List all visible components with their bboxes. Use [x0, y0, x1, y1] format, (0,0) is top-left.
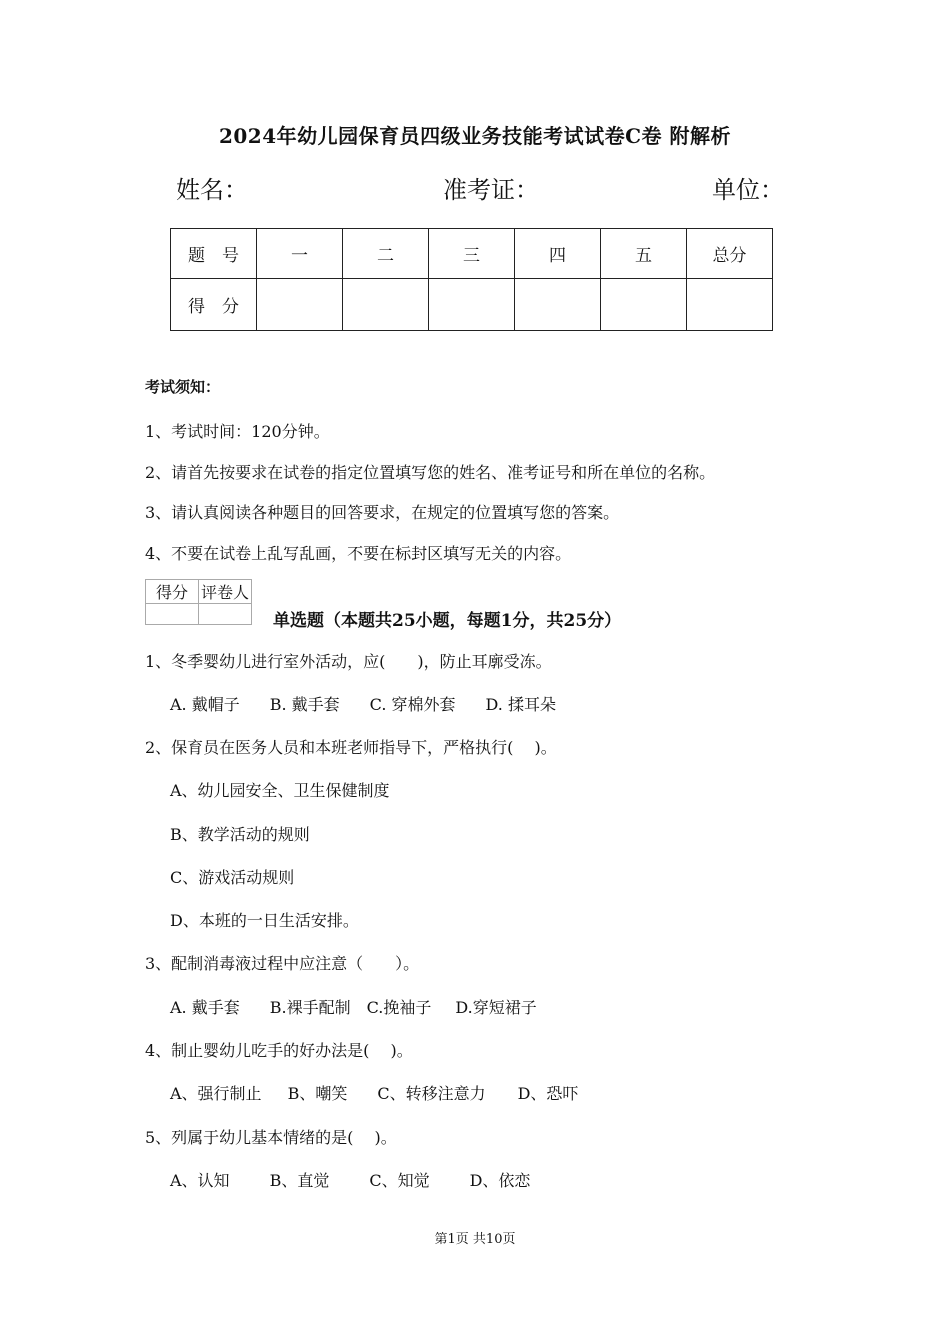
question-options: [170, 995, 537, 1018]
note-item: 1、考试时间：120分钟。: [145, 422, 330, 441]
score-header-cell: 总分: [687, 229, 773, 279]
option[interactable]: A、认知: [170, 1171, 230, 1190]
grader-score-label: 得分: [146, 580, 199, 604]
score-input-cell[interactable]: [687, 279, 773, 331]
score-table-header-row: [171, 229, 773, 279]
score-table-score-row: [171, 279, 773, 331]
score-header-cell: 五: [601, 229, 687, 279]
option[interactable]: C、知觉: [369, 1171, 430, 1190]
question-options: [170, 1081, 578, 1104]
option[interactable]: B、教学活动的规则: [170, 825, 310, 844]
section-title: 单选题（本题共25小题，每题1分，共25分）: [273, 611, 622, 631]
notes-title: 考试须知：: [145, 378, 221, 396]
score-input-cell[interactable]: [601, 279, 687, 331]
name-field-label: 姓名：: [176, 176, 248, 204]
score-input-cell[interactable]: [515, 279, 601, 331]
option[interactable]: A、幼儿园安全、卫生保健制度: [170, 781, 390, 800]
grader-reviewer-label: 评卷人: [199, 580, 252, 604]
score-input-cell[interactable]: [429, 279, 515, 331]
option[interactable]: C.挽袖子: [366, 998, 432, 1017]
question-stem: 1、冬季婴幼儿进行室外活动，应( )，防止耳廓受冻。: [145, 652, 552, 671]
question-options: [170, 1168, 530, 1191]
grader-box: [145, 579, 252, 625]
option[interactable]: B、嘲笑: [287, 1084, 348, 1103]
score-header-cell: 四: [515, 229, 601, 279]
question-stem: 2、保育员在医务人员和本班老师指导下，严格执行( )。: [145, 738, 557, 757]
exam-id-field-label: 准考证：: [443, 176, 539, 204]
page-title: 2024年幼儿园保育员四级业务技能考试试卷C卷 附解析: [218, 124, 732, 148]
note-item: 3、请认真阅读各种题目的回答要求，在规定的位置填写您的答案。: [145, 503, 620, 522]
option[interactable]: D、依恋: [469, 1171, 531, 1190]
score-header-cell: 题 号: [171, 229, 257, 279]
option[interactable]: B、直觉: [269, 1171, 330, 1190]
score-input-cell[interactable]: [343, 279, 429, 331]
score-row-label: 得 分: [171, 279, 257, 331]
option[interactable]: D.穿短裙子: [455, 998, 537, 1017]
page-footer: 第1页 共10页: [434, 1232, 516, 1247]
question-stem: 4、制止婴幼儿吃手的好办法是( )。: [145, 1041, 413, 1060]
score-input-cell[interactable]: [257, 279, 343, 331]
score-header-cell: 二: [343, 229, 429, 279]
option[interactable]: B. 戴手套: [269, 695, 340, 714]
score-header-cell: 一: [257, 229, 343, 279]
option[interactable]: C、游戏活动规则: [170, 868, 295, 887]
option[interactable]: B.裸手配制: [269, 998, 351, 1017]
grader-reviewer-cell[interactable]: [199, 604, 252, 625]
note-item: 4、不要在试卷上乱写乱画，不要在标封区填写无关的内容。: [145, 544, 572, 563]
option[interactable]: D、本班的一日生活安排。: [170, 911, 359, 930]
unit-field-label: 单位：: [712, 176, 784, 204]
option[interactable]: D、恐吓: [517, 1084, 579, 1103]
option[interactable]: C、转移注意力: [377, 1084, 486, 1103]
question-stem: 5、列属于幼儿基本情绪的是( )。: [145, 1128, 397, 1147]
option[interactable]: A、强行制止: [170, 1084, 262, 1103]
option[interactable]: A. 戴手套: [170, 998, 240, 1017]
score-header-cell: 三: [429, 229, 515, 279]
score-table: [170, 228, 773, 331]
note-item: 2、请首先按要求在试卷的指定位置填写您的姓名、准考证号和所在单位的名称。: [145, 463, 716, 482]
option[interactable]: C. 穿棉外套: [369, 695, 456, 714]
option[interactable]: D. 揉耳朵: [485, 695, 556, 714]
option[interactable]: A. 戴帽子: [170, 695, 240, 714]
question-options: [170, 692, 556, 715]
question-stem: 3、配制消毒液过程中应注意（ ）。: [145, 954, 420, 973]
grader-score-cell[interactable]: [146, 604, 199, 625]
